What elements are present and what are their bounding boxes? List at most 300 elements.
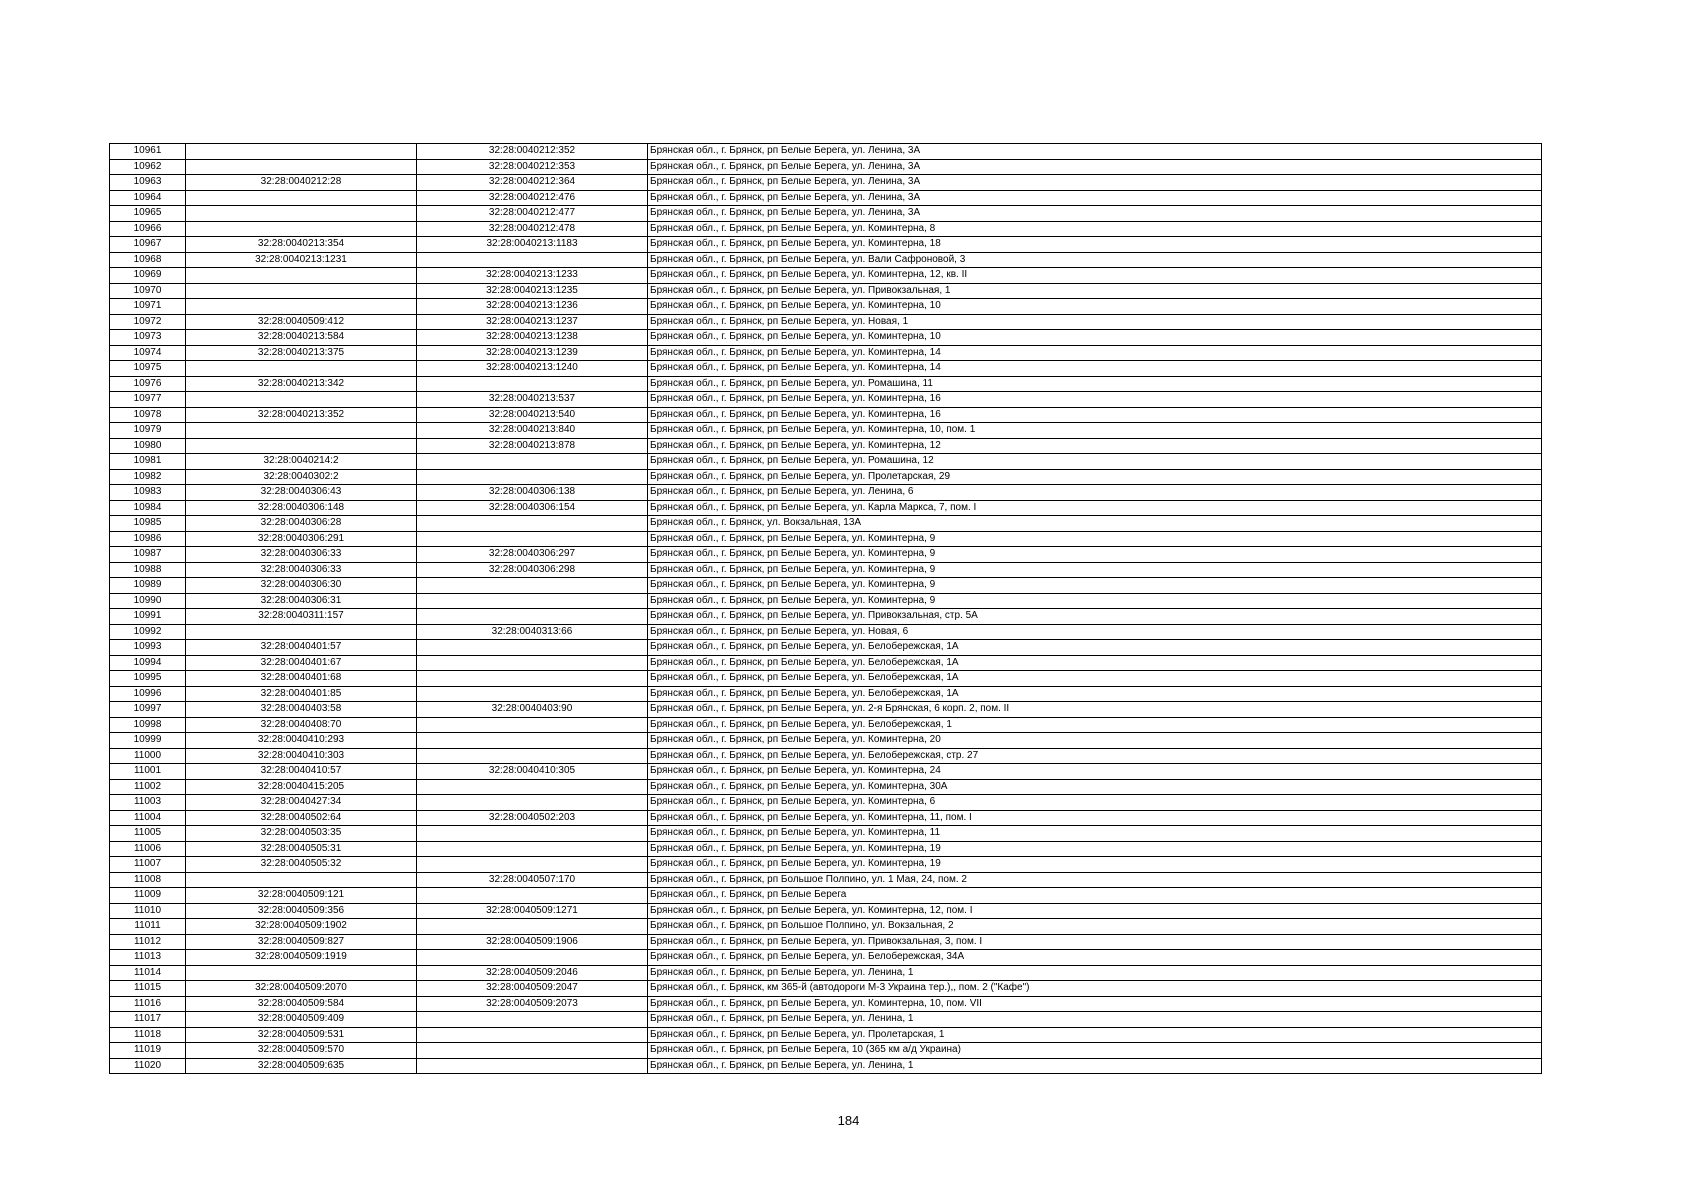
- address-cell: Брянская обл., г. Брянск, рп Белые Берега, ул. Белобережская, 34А: [648, 950, 1542, 966]
- address-cell: Брянская обл., г. Брянск, рп Белые Берега, ул. Коминтерна, 11: [648, 826, 1542, 842]
- address-cell: Брянская обл., г. Брянск, рп Белые Берега, ул. Новая, 1: [648, 314, 1542, 330]
- cadastral-number-cell: 32:28:0040509:409: [186, 1012, 417, 1028]
- table-row: [110, 469, 1542, 485]
- building-cadastral-number-cell: 32:28:0040213:1183: [417, 237, 648, 253]
- cadastral-number-cell: 32:28:0040410:303: [186, 748, 417, 764]
- row-number-cell: 10963: [110, 175, 186, 191]
- registry-table: [109, 143, 1542, 1074]
- table-row: [110, 609, 1542, 625]
- cadastral-number-cell: 32:28:0040403:58: [186, 702, 417, 718]
- table-row: [110, 717, 1542, 733]
- row-number-cell: 10984: [110, 500, 186, 516]
- table-row: [110, 981, 1542, 997]
- address-cell: Брянская обл., г. Брянск, рп Белые Берега, ул. Коминтерна, 19: [648, 841, 1542, 857]
- table-row: [110, 252, 1542, 268]
- cadastral-number-cell: 32:28:0040509:531: [186, 1027, 417, 1043]
- table-row: [110, 671, 1542, 687]
- building-cadastral-number-cell: 32:28:0040212:476: [417, 190, 648, 206]
- cadastral-number-cell: 32:28:0040509:827: [186, 934, 417, 950]
- row-number-cell: 11018: [110, 1027, 186, 1043]
- address-cell: Брянская обл., г. Брянск, рп Белые Берега, ул. Коминтерна, 11, пом. I: [648, 810, 1542, 826]
- table-row: [110, 531, 1542, 547]
- table-row: [110, 934, 1542, 950]
- table-row: [110, 919, 1542, 935]
- cadastral-number-cell: 32:28:0040509:2070: [186, 981, 417, 997]
- row-number-cell: 10989: [110, 578, 186, 594]
- row-number-cell: 11014: [110, 965, 186, 981]
- cadastral-number-cell: 32:28:0040401:67: [186, 655, 417, 671]
- building-cadastral-number-cell: 32:28:0040306:154: [417, 500, 648, 516]
- building-cadastral-number-cell: [417, 609, 648, 625]
- cadastral-number-cell: [186, 965, 417, 981]
- building-cadastral-number-cell: 32:28:0040306:138: [417, 485, 648, 501]
- building-cadastral-number-cell: [417, 531, 648, 547]
- table-row: [110, 283, 1542, 299]
- building-cadastral-number-cell: [417, 252, 648, 268]
- address-cell: Брянская обл., г. Брянск, рп Белые Берега, ул. Ленина, 6: [648, 485, 1542, 501]
- table-row: [110, 1012, 1542, 1028]
- row-number-cell: 10976: [110, 376, 186, 392]
- address-cell: Брянская обл., г. Брянск, рп Белые Берега, ул. Привокзальная, 3, пом. I: [648, 934, 1542, 950]
- cadastral-number-cell: 32:28:0040306:291: [186, 531, 417, 547]
- building-cadastral-number-cell: 32:28:0040507:170: [417, 872, 648, 888]
- row-number-cell: 11006: [110, 841, 186, 857]
- building-cadastral-number-cell: [417, 655, 648, 671]
- cadastral-number-cell: 32:28:0040306:148: [186, 500, 417, 516]
- table-row: [110, 686, 1542, 702]
- address-cell: Брянская обл., г. Брянск, рп Белые Берега, ул. Ромашина, 12: [648, 454, 1542, 470]
- table-row: [110, 965, 1542, 981]
- address-cell: Брянская обл., г. Брянск, рп Белые Берега, ул. Пролетарская, 1: [648, 1027, 1542, 1043]
- table-row: [110, 299, 1542, 315]
- building-cadastral-number-cell: 32:28:0040213:1237: [417, 314, 648, 330]
- address-cell: Брянская обл., г. Брянск, рп Белые Берега, 10 (365 км а/д Украина): [648, 1043, 1542, 1059]
- building-cadastral-number-cell: 32:28:0040306:298: [417, 562, 648, 578]
- building-cadastral-number-cell: 32:28:0040213:878: [417, 438, 648, 454]
- table-row: [110, 159, 1542, 175]
- address-cell: Брянская обл., г. Брянск, рп Белые Берега, ул. Белобережская, 1: [648, 717, 1542, 733]
- row-number-cell: 10969: [110, 268, 186, 284]
- building-cadastral-number-cell: [417, 1058, 648, 1074]
- cadastral-number-cell: [186, 206, 417, 222]
- cadastral-number-cell: [186, 144, 417, 160]
- cadastral-number-cell: 32:28:0040410:57: [186, 764, 417, 780]
- cadastral-number-cell: [186, 392, 417, 408]
- cadastral-number-cell: [186, 190, 417, 206]
- building-cadastral-number-cell: [417, 376, 648, 392]
- row-number-cell: 10981: [110, 454, 186, 470]
- building-cadastral-number-cell: [417, 1012, 648, 1028]
- table-row: [110, 640, 1542, 656]
- cadastral-number-cell: 32:28:0040213:1231: [186, 252, 417, 268]
- table-row: [110, 361, 1542, 377]
- building-cadastral-number-cell: 32:28:0040213:1239: [417, 345, 648, 361]
- table-row: [110, 810, 1542, 826]
- cadastral-number-cell: 32:28:0040306:33: [186, 547, 417, 563]
- cadastral-number-cell: 32:28:0040509:121: [186, 888, 417, 904]
- row-number-cell: 11004: [110, 810, 186, 826]
- building-cadastral-number-cell: 32:28:0040213:540: [417, 407, 648, 423]
- cadastral-number-cell: 32:28:0040410:293: [186, 733, 417, 749]
- table-row: [110, 624, 1542, 640]
- address-cell: Брянская обл., г. Брянск, рп Белые Берега, ул. Коминтерна, 16: [648, 392, 1542, 408]
- building-cadastral-number-cell: [417, 950, 648, 966]
- building-cadastral-number-cell: [417, 717, 648, 733]
- address-cell: Брянская обл., г. Брянск, рп Белые Берега, ул. 2-я Брянская, 6 корп. 2, пом. II: [648, 702, 1542, 718]
- building-cadastral-number-cell: 32:28:0040403:90: [417, 702, 648, 718]
- cadastral-number-cell: 32:28:0040214:2: [186, 454, 417, 470]
- row-number-cell: 10962: [110, 159, 186, 175]
- address-cell: Брянская обл., г. Брянск, рп Белые Берега, ул. Вали Сафроновой, 3: [648, 252, 1542, 268]
- row-number-cell: 11005: [110, 826, 186, 842]
- building-cadastral-number-cell: 32:28:0040213:1236: [417, 299, 648, 315]
- building-cadastral-number-cell: 32:28:0040213:840: [417, 423, 648, 439]
- table-row: [110, 392, 1542, 408]
- table-row: [110, 593, 1542, 609]
- table-row: [110, 764, 1542, 780]
- building-cadastral-number-cell: [417, 686, 648, 702]
- row-number-cell: 10970: [110, 283, 186, 299]
- row-number-cell: 10974: [110, 345, 186, 361]
- cadastral-number-cell: [186, 283, 417, 299]
- table-row: [110, 841, 1542, 857]
- table-row: [110, 950, 1542, 966]
- address-cell: Брянская обл., г. Брянск, рп Белые Берега, ул. Коминтерна, 9: [648, 578, 1542, 594]
- building-cadastral-number-cell: 32:28:0040509:1271: [417, 903, 648, 919]
- cadastral-number-cell: 32:28:0040509:1902: [186, 919, 417, 935]
- address-cell: Брянская обл., г. Брянск, рп Белые Берега, ул. Коминтерна, 6: [648, 795, 1542, 811]
- row-number-cell: 11020: [110, 1058, 186, 1074]
- building-cadastral-number-cell: 32:28:0040213:1240: [417, 361, 648, 377]
- row-number-cell: 10994: [110, 655, 186, 671]
- address-cell: Брянская обл., г. Брянск, рп Белые Берега, ул. Коминтерна, 10: [648, 299, 1542, 315]
- table-row: [110, 1027, 1542, 1043]
- cadastral-number-cell: 32:28:0040401:68: [186, 671, 417, 687]
- row-number-cell: 11000: [110, 748, 186, 764]
- cadastral-number-cell: 32:28:0040306:33: [186, 562, 417, 578]
- building-cadastral-number-cell: [417, 671, 648, 687]
- table-row: [110, 438, 1542, 454]
- address-cell: Брянская обл., г. Брянск, рп Белые Берега, ул. Белобережская, 1А: [648, 671, 1542, 687]
- address-cell: Брянская обл., г. Брянск, рп Белые Берега, ул. Ленина, 3А: [648, 144, 1542, 160]
- building-cadastral-number-cell: [417, 779, 648, 795]
- table-row: [110, 903, 1542, 919]
- building-cadastral-number-cell: [417, 748, 648, 764]
- building-cadastral-number-cell: 32:28:0040410:305: [417, 764, 648, 780]
- row-number-cell: 11001: [110, 764, 186, 780]
- table-row: [110, 733, 1542, 749]
- address-cell: Брянская обл., г. Брянск, рп Белые Берега, ул. Коминтерна, 20: [648, 733, 1542, 749]
- cadastral-number-cell: 32:28:0040306:30: [186, 578, 417, 594]
- address-cell: Брянская обл., г. Брянск, рп Белые Берега, ул. Коминтерна, 10, пом. VII: [648, 996, 1542, 1012]
- cadastral-number-cell: [186, 268, 417, 284]
- row-number-cell: 10992: [110, 624, 186, 640]
- cadastral-number-cell: 32:28:0040213:342: [186, 376, 417, 392]
- cadastral-number-cell: 32:28:0040509:570: [186, 1043, 417, 1059]
- building-cadastral-number-cell: [417, 841, 648, 857]
- address-cell: Брянская обл., г. Брянск, рп Белые Берега, ул. Коминтерна, 9: [648, 531, 1542, 547]
- row-number-cell: 11013: [110, 950, 186, 966]
- building-cadastral-number-cell: 32:28:0040213:1235: [417, 283, 648, 299]
- address-cell: Брянская обл., г. Брянск, рп Белые Берега, ул. Карла Маркса, 7, пом. I: [648, 500, 1542, 516]
- building-cadastral-number-cell: [417, 733, 648, 749]
- table-row: [110, 702, 1542, 718]
- row-number-cell: 10996: [110, 686, 186, 702]
- building-cadastral-number-cell: [417, 516, 648, 532]
- cadastral-number-cell: [186, 159, 417, 175]
- row-number-cell: 11011: [110, 919, 186, 935]
- table-row: [110, 144, 1542, 160]
- table-row: [110, 578, 1542, 594]
- building-cadastral-number-cell: 32:28:0040212:353: [417, 159, 648, 175]
- cadastral-number-cell: 32:28:0040306:31: [186, 593, 417, 609]
- row-number-cell: 10967: [110, 237, 186, 253]
- address-cell: Брянская обл., г. Брянск, рп Белые Берега, ул. Ленина, 3А: [648, 206, 1542, 222]
- table-row: [110, 454, 1542, 470]
- cadastral-number-cell: 32:28:0040306:43: [186, 485, 417, 501]
- cadastral-number-cell: 32:28:0040509:584: [186, 996, 417, 1012]
- table-row: [110, 655, 1542, 671]
- table-row: [110, 872, 1542, 888]
- address-cell: Брянская обл., г. Брянск, рп Белые Берега, ул. Коминтерна, 9: [648, 547, 1542, 563]
- table-row: [110, 423, 1542, 439]
- page-number: 184: [837, 1113, 860, 1128]
- table-row: [110, 1058, 1542, 1074]
- table-row: [110, 779, 1542, 795]
- table-row: [110, 206, 1542, 222]
- address-cell: Брянская обл., г. Брянск, рп Белые Берега, ул. Коминтерна, 30А: [648, 779, 1542, 795]
- building-cadastral-number-cell: [417, 1027, 648, 1043]
- cadastral-number-cell: 32:28:0040509:635: [186, 1058, 417, 1074]
- row-number-cell: 10966: [110, 221, 186, 237]
- building-cadastral-number-cell: 32:28:0040213:1238: [417, 330, 648, 346]
- address-cell: Брянская обл., г. Брянск, рп Белые Берега, ул. Ленина, 3А: [648, 190, 1542, 206]
- row-number-cell: 10965: [110, 206, 186, 222]
- address-cell: Брянская обл., г. Брянск, рп Белые Берега, ул. Коминтерна, 14: [648, 345, 1542, 361]
- table-row: [110, 221, 1542, 237]
- address-cell: Брянская обл., г. Брянск, рп Белые Берега, ул. Коминтерна, 10: [648, 330, 1542, 346]
- cadastral-number-cell: [186, 423, 417, 439]
- cadastral-number-cell: 32:28:0040306:28: [186, 516, 417, 532]
- cadastral-number-cell: 32:28:0040509:356: [186, 903, 417, 919]
- cadastral-number-cell: [186, 361, 417, 377]
- row-number-cell: 10979: [110, 423, 186, 439]
- row-number-cell: 11019: [110, 1043, 186, 1059]
- row-number-cell: 10972: [110, 314, 186, 330]
- building-cadastral-number-cell: 32:28:0040509:1906: [417, 934, 648, 950]
- cadastral-number-cell: 32:28:0040502:64: [186, 810, 417, 826]
- row-number-cell: 10986: [110, 531, 186, 547]
- table-row: [110, 996, 1542, 1012]
- table-row: [110, 485, 1542, 501]
- table-row: [110, 826, 1542, 842]
- table-row: [110, 748, 1542, 764]
- table-row: [110, 1043, 1542, 1059]
- cadastral-number-cell: 32:28:0040503:35: [186, 826, 417, 842]
- row-number-cell: 11016: [110, 996, 186, 1012]
- building-cadastral-number-cell: 32:28:0040509:2046: [417, 965, 648, 981]
- table-row: [110, 237, 1542, 253]
- building-cadastral-number-cell: [417, 857, 648, 873]
- cadastral-number-cell: 32:28:0040415:205: [186, 779, 417, 795]
- address-cell: Брянская обл., г. Брянск, рп Белые Берега, ул. Привокзальная, 1: [648, 283, 1542, 299]
- registry-table-body: [110, 144, 1542, 1074]
- row-number-cell: 11002: [110, 779, 186, 795]
- row-number-cell: 10983: [110, 485, 186, 501]
- cadastral-number-cell: 32:28:0040213:584: [186, 330, 417, 346]
- cadastral-number-cell: 32:28:0040427:34: [186, 795, 417, 811]
- row-number-cell: 10961: [110, 144, 186, 160]
- row-number-cell: 10971: [110, 299, 186, 315]
- address-cell: Брянская обл., г. Брянск, рп Белые Берега, ул. Белобережская, стр. 27: [648, 748, 1542, 764]
- row-number-cell: 11008: [110, 872, 186, 888]
- address-cell: Брянская обл., г. Брянск, рп Белые Берега, ул. Ленина, 1: [648, 965, 1542, 981]
- row-number-cell: 10988: [110, 562, 186, 578]
- address-cell: Брянская обл., г. Брянск, рп Белые Берега, ул. Белобережская, 1А: [648, 640, 1542, 656]
- table-row: [110, 190, 1542, 206]
- table-row: [110, 500, 1542, 516]
- cadastral-number-cell: [186, 221, 417, 237]
- cadastral-number-cell: 32:28:0040401:85: [186, 686, 417, 702]
- cadastral-number-cell: 32:28:0040505:32: [186, 857, 417, 873]
- address-cell: Брянская обл., г. Брянск, рп Белые Берега, ул. Коминтерна, 14: [648, 361, 1542, 377]
- row-number-cell: 10973: [110, 330, 186, 346]
- address-cell: Брянская обл., г. Брянск, рп Белые Берега, ул. Новая, 6: [648, 624, 1542, 640]
- address-cell: Брянская обл., г. Брянск, рп Белые Берега, ул. Коминтерна, 19: [648, 857, 1542, 873]
- row-number-cell: 11012: [110, 934, 186, 950]
- cadastral-number-cell: 32:28:0040213:352: [186, 407, 417, 423]
- building-cadastral-number-cell: [417, 578, 648, 594]
- table-row: [110, 516, 1542, 532]
- row-number-cell: 10982: [110, 469, 186, 485]
- row-number-cell: 11015: [110, 981, 186, 997]
- address-cell: Брянская обл., г. Брянск, рп Белые Берега, ул. Коминтерна, 16: [648, 407, 1542, 423]
- building-cadastral-number-cell: 32:28:0040213:1233: [417, 268, 648, 284]
- building-cadastral-number-cell: 32:28:0040509:2073: [417, 996, 648, 1012]
- building-cadastral-number-cell: [417, 826, 648, 842]
- address-cell: Брянская обл., г. Брянск, рп Белые Берега, ул. Коминтерна, 24: [648, 764, 1542, 780]
- building-cadastral-number-cell: [417, 469, 648, 485]
- cadastral-number-cell: 32:28:0040213:354: [186, 237, 417, 253]
- row-number-cell: 10991: [110, 609, 186, 625]
- address-cell: Брянская обл., г. Брянск, рп Белые Берега, ул. Коминтерна, 10, пом. 1: [648, 423, 1542, 439]
- address-cell: Брянская обл., г. Брянск, рп Белые Берега, ул. Ленина, 3А: [648, 159, 1542, 175]
- building-cadastral-number-cell: [417, 593, 648, 609]
- table-row: [110, 888, 1542, 904]
- building-cadastral-number-cell: 32:28:0040502:203: [417, 810, 648, 826]
- row-number-cell: 10980: [110, 438, 186, 454]
- building-cadastral-number-cell: [417, 454, 648, 470]
- row-number-cell: 11007: [110, 857, 186, 873]
- address-cell: Брянская обл., г. Брянск, рп Белые Берега, ул. Ленина, 1: [648, 1058, 1542, 1074]
- row-number-cell: 11017: [110, 1012, 186, 1028]
- building-cadastral-number-cell: 32:28:0040213:537: [417, 392, 648, 408]
- table-row: [110, 562, 1542, 578]
- building-cadastral-number-cell: 32:28:0040212:477: [417, 206, 648, 222]
- address-cell: Брянская обл., г. Брянск, рп Белые Берега, ул. Белобережская, 1А: [648, 655, 1542, 671]
- table-row: [110, 407, 1542, 423]
- address-cell: Брянская обл., г. Брянск, рп Белые Берега, ул. Коминтерна, 18: [648, 237, 1542, 253]
- table-row: [110, 795, 1542, 811]
- address-cell: Брянская обл., г. Брянск, рп Белые Берега, ул. Коминтерна, 8: [648, 221, 1542, 237]
- building-cadastral-number-cell: 32:28:0040306:297: [417, 547, 648, 563]
- row-number-cell: 11010: [110, 903, 186, 919]
- building-cadastral-number-cell: [417, 888, 648, 904]
- row-number-cell: 10997: [110, 702, 186, 718]
- row-number-cell: 10995: [110, 671, 186, 687]
- building-cadastral-number-cell: [417, 919, 648, 935]
- row-number-cell: 10977: [110, 392, 186, 408]
- building-cadastral-number-cell: 32:28:0040212:364: [417, 175, 648, 191]
- table-row: [110, 345, 1542, 361]
- table-row: [110, 376, 1542, 392]
- table-row: [110, 268, 1542, 284]
- address-cell: Брянская обл., г. Брянск, рп Белые Берега: [648, 888, 1542, 904]
- row-number-cell: 10964: [110, 190, 186, 206]
- address-cell: Брянская обл., г. Брянск, км 365-й (автодороги М-3 Украина тер.),, пом. 2 ("Кафе"): [648, 981, 1542, 997]
- building-cadastral-number-cell: 32:28:0040313:66: [417, 624, 648, 640]
- row-number-cell: 10975: [110, 361, 186, 377]
- row-number-cell: 11009: [110, 888, 186, 904]
- address-cell: Брянская обл., г. Брянск, ул. Вокзальная, 13А: [648, 516, 1542, 532]
- address-cell: Брянская обл., г. Брянск, рп Белые Берега, ул. Коминтерна, 9: [648, 593, 1542, 609]
- address-cell: Брянская обл., г. Брянск, рп Белые Берега, ул. Коминтерна, 12, кв. II: [648, 268, 1542, 284]
- address-cell: Брянская обл., г. Брянск, рп Белые Берега, ул. Ленина, 3А: [648, 175, 1542, 191]
- cadastral-number-cell: 32:28:0040408:70: [186, 717, 417, 733]
- table-row: [110, 314, 1542, 330]
- building-cadastral-number-cell: [417, 795, 648, 811]
- table-row: [110, 547, 1542, 563]
- cadastral-number-cell: 32:28:0040213:375: [186, 345, 417, 361]
- cadastral-number-cell: [186, 299, 417, 315]
- cadastral-number-cell: 32:28:0040212:28: [186, 175, 417, 191]
- address-cell: Брянская обл., г. Брянск, рп Белые Берега, ул. Коминтерна, 12, пом. I: [648, 903, 1542, 919]
- address-cell: Брянская обл., г. Брянск, рп Белые Берега, ул. Пролетарская, 29: [648, 469, 1542, 485]
- address-cell: Брянская обл., г. Брянск, рп Белые Берега, ул. Коминтерна, 12: [648, 438, 1542, 454]
- cadastral-number-cell: [186, 624, 417, 640]
- row-number-cell: 10998: [110, 717, 186, 733]
- cadastral-number-cell: 32:28:0040302:2: [186, 469, 417, 485]
- building-cadastral-number-cell: 32:28:0040509:2047: [417, 981, 648, 997]
- address-cell: Брянская обл., г. Брянск, рп Большое Полпино, ул. Вокзальная, 2: [648, 919, 1542, 935]
- cadastral-number-cell: 32:28:0040509:1919: [186, 950, 417, 966]
- row-number-cell: 10987: [110, 547, 186, 563]
- building-cadastral-number-cell: 32:28:0040212:478: [417, 221, 648, 237]
- cadastral-number-cell: 32:28:0040311:157: [186, 609, 417, 625]
- cadastral-number-cell: [186, 438, 417, 454]
- row-number-cell: 10993: [110, 640, 186, 656]
- cadastral-number-cell: [186, 872, 417, 888]
- address-cell: Брянская обл., г. Брянск, рп Белые Берега, ул. Белобережская, 1А: [648, 686, 1542, 702]
- cadastral-number-cell: 32:28:0040505:31: [186, 841, 417, 857]
- address-cell: Брянская обл., г. Брянск, рп Белые Берега, ул. Ромашина, 11: [648, 376, 1542, 392]
- building-cadastral-number-cell: [417, 1043, 648, 1059]
- row-number-cell: 11003: [110, 795, 186, 811]
- table-row: [110, 175, 1542, 191]
- address-cell: Брянская обл., г. Брянск, рп Белые Берега, ул. Привокзальная, стр. 5А: [648, 609, 1542, 625]
- cadastral-number-cell: 32:28:0040401:57: [186, 640, 417, 656]
- row-number-cell: 10985: [110, 516, 186, 532]
- table-row: [110, 857, 1542, 873]
- cadastral-number-cell: 32:28:0040509:412: [186, 314, 417, 330]
- address-cell: Брянская обл., г. Брянск, рп Большое Полпино, ул. 1 Мая, 24, пом. 2: [648, 872, 1542, 888]
- address-cell: Брянская обл., г. Брянск, рп Белые Берега, ул. Коминтерна, 9: [648, 562, 1542, 578]
- address-cell: Брянская обл., г. Брянск, рп Белые Берега, ул. Ленина, 1: [648, 1012, 1542, 1028]
- table-row: [110, 330, 1542, 346]
- row-number-cell: 10999: [110, 733, 186, 749]
- building-cadastral-number-cell: 32:28:0040212:352: [417, 144, 648, 160]
- row-number-cell: 10968: [110, 252, 186, 268]
